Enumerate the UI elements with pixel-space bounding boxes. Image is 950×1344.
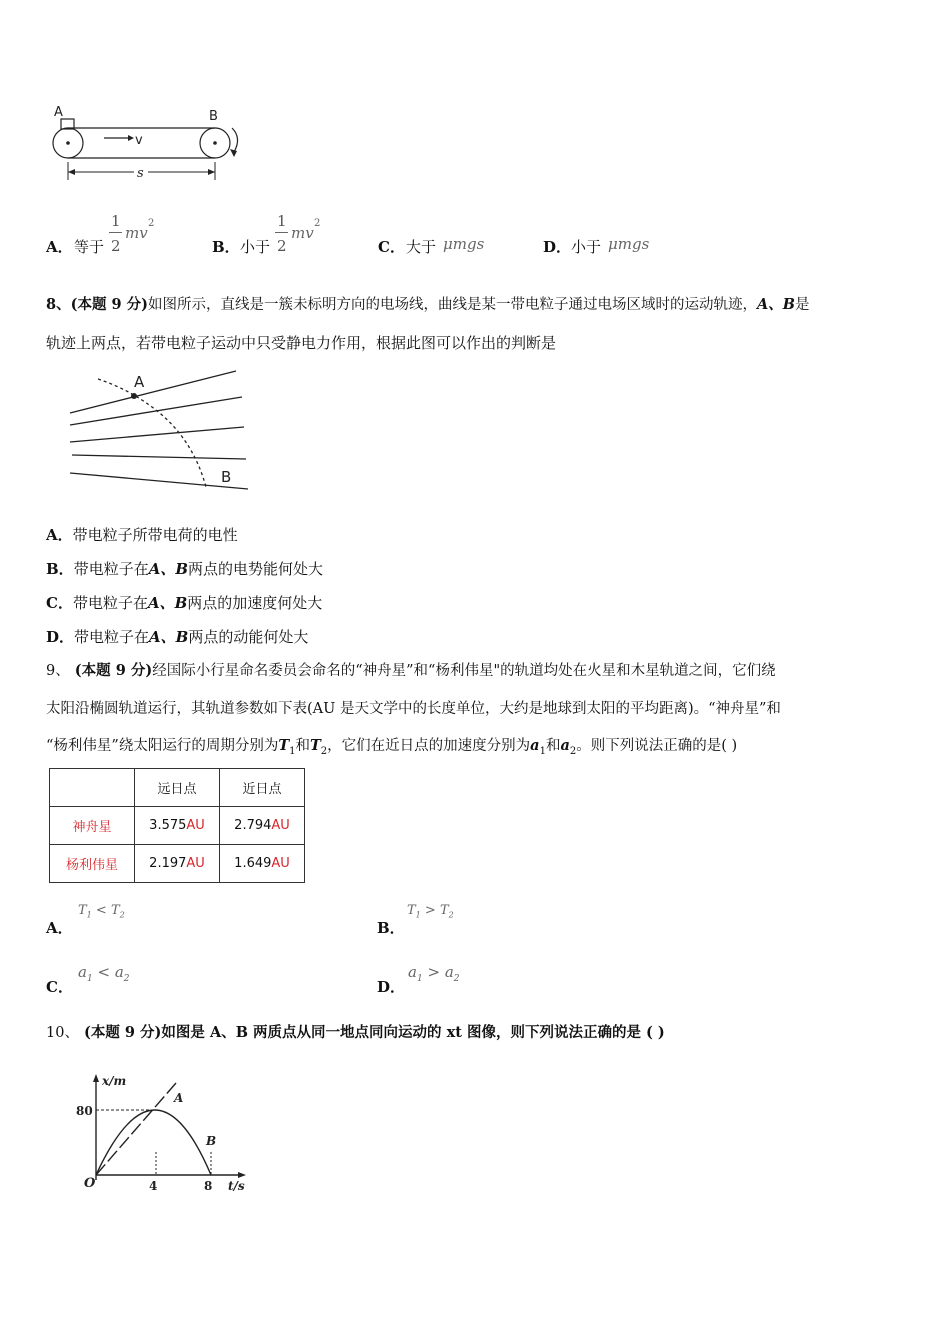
- option-text: 带电粒子在: [73, 560, 149, 578]
- xt-graph-figure: [74, 1070, 254, 1195]
- label-a: A: [134, 373, 145, 391]
- option-expr: mv: [291, 224, 314, 242]
- particle-trajectory: [98, 379, 206, 487]
- option-expr: $T_1 < T_2$: [78, 903, 125, 920]
- option-ab: A、B: [148, 560, 189, 578]
- table-header-cell: [50, 769, 135, 807]
- option-ab: A、B: [149, 628, 189, 646]
- q10-number: 10、: [46, 1025, 79, 1041]
- table-row: [50, 807, 305, 845]
- q8-option-c[interactable]: [46, 593, 322, 613]
- q10-score: (本题 9 分): [78, 1024, 162, 1041]
- option-text-end: 两点的动能何处大: [188, 628, 309, 646]
- var-t2: T: [310, 737, 321, 754]
- q8-number: 8、: [46, 296, 71, 313]
- conveyor-belt-figure: [44, 100, 254, 190]
- fraction-bar: [275, 232, 288, 233]
- fraction-bar: [109, 232, 122, 233]
- fraction-numerator: 1: [111, 212, 121, 230]
- q8-stem-line2: 轨迹上两点，若带电粒子运动中只受静电力作用，根据此图可以作出的判断是: [46, 334, 557, 352]
- var-a2-sub: 2: [569, 745, 577, 757]
- curve-b: [96, 1110, 211, 1175]
- option-text: 带电粒子在: [74, 628, 150, 646]
- option-text: 小于: [240, 238, 271, 256]
- q9-stem-line1: [46, 661, 776, 681]
- fraction-denominator: 2: [277, 237, 287, 255]
- x-tick-label: 8: [204, 1179, 213, 1193]
- option-letter: A．: [46, 919, 73, 937]
- point-a: [131, 393, 137, 399]
- var-a1-sub: 1: [539, 745, 546, 757]
- table-header-row: [50, 769, 305, 807]
- option-letter: A．: [46, 238, 73, 256]
- label-s: s: [137, 166, 144, 181]
- q8-option-b[interactable]: [46, 559, 323, 579]
- option-expr: $T_1 > T_2$: [407, 903, 454, 920]
- option-text-end: 两点的加速度何处大: [187, 594, 323, 612]
- table-cell-name: 神舟星: [50, 807, 135, 845]
- q9-stem-mid: ，它们在近日点的加速度分别为: [327, 738, 531, 754]
- q9-stem-line3: [46, 736, 737, 762]
- electric-field-figure: [64, 365, 254, 495]
- x-axis-label: t/s: [228, 1179, 245, 1193]
- option-letter: B．: [377, 919, 405, 937]
- and-word: 和: [545, 738, 561, 754]
- x-tick-label: 4: [149, 1179, 158, 1193]
- option-expr-sup: 2: [314, 218, 321, 229]
- table-cell-far: 3.575AU: [135, 807, 220, 845]
- origin-label: O: [84, 1176, 96, 1191]
- option-text: 等于: [74, 238, 105, 256]
- option-text: 带电粒子所带电荷的电性: [72, 526, 238, 544]
- table-cell-near: 2.794AU: [220, 807, 305, 845]
- option-letter: B．: [212, 238, 240, 256]
- table-cell-near: 1.649AU: [220, 845, 305, 883]
- option-expr: μmgs: [443, 235, 485, 253]
- and-word: 和: [295, 738, 310, 754]
- var-t1: T: [278, 737, 290, 754]
- option-letter: C．: [46, 978, 73, 996]
- field-line: [70, 371, 236, 413]
- fraction-numerator: 1: [277, 212, 287, 230]
- q8-option-d[interactable]: [46, 627, 308, 647]
- option-expr: $a_1 < a_2$: [78, 963, 130, 984]
- option-expr: mv: [125, 224, 148, 242]
- label-b: B: [209, 109, 218, 124]
- option-text: 带电粒子在: [72, 594, 148, 612]
- fraction-denominator: 2: [111, 237, 121, 255]
- option-text: 小于: [571, 238, 602, 256]
- option-expr: $a_1 > a_2$: [408, 963, 460, 984]
- field-line: [72, 455, 246, 459]
- label-a: A: [54, 105, 63, 120]
- option-text-end: 两点的电势能何处大: [188, 560, 324, 578]
- option-letter: B．: [46, 560, 74, 578]
- line-a-label: A: [174, 1091, 184, 1105]
- option-letter: C．: [378, 238, 405, 256]
- var-a1: a: [530, 737, 540, 754]
- q10-stem: [46, 1023, 665, 1043]
- table-cell-name: 杨利伟星: [50, 845, 135, 883]
- var-t1-sub: 1: [289, 745, 296, 757]
- curve-b-label: B: [206, 1134, 217, 1148]
- q8-stem-ab: A、B: [757, 296, 796, 313]
- q8-option-a[interactable]: [46, 525, 238, 545]
- table-row: [50, 845, 305, 883]
- option-letter: A．: [46, 526, 73, 544]
- option-ab: A、B: [147, 594, 188, 612]
- option-letter: D．: [377, 978, 406, 996]
- orbit-table: [49, 768, 305, 883]
- q8-stem-text: 如图所示，直线是一簇未标明方向的电场线，曲线是某一带电粒子通过电场区域时的运动轨迹，: [148, 297, 757, 313]
- q9-score: (本题 9 分): [69, 662, 153, 679]
- q8-stem-line1: [46, 295, 810, 315]
- q9-stem-text: 经国际小行星命名委员会命名的“神舟星”和“杨利伟星"的轨道均处在火星和木星轨道之间，它们绕: [152, 663, 776, 679]
- option-letter: D．: [543, 238, 572, 256]
- field-line: [70, 427, 244, 442]
- q9-stem-line2: 太阳沿椭圆轨道运行，其轨道参数如下表(AU 是天文学中的长度单位，大约是地球到太阳的平均距离)。“神舟星”和: [46, 701, 781, 717]
- q9-number: 9、: [46, 663, 70, 679]
- q8-stem-end: 是: [795, 297, 810, 313]
- label-b: B: [221, 468, 232, 486]
- q8-score: (本题 9 分): [70, 296, 148, 313]
- option-expr: μmgs: [608, 235, 650, 253]
- var-t2-sub: 2: [320, 745, 328, 757]
- field-line: [70, 397, 242, 425]
- q9-stem-text: “杨利伟星”绕太阳运行的周期分别为: [46, 738, 279, 754]
- table-header-cell: 远日点: [135, 769, 220, 807]
- option-letter: D．: [46, 628, 75, 646]
- q10-stem-text: 如图是 A、B 两质点从同一地点同向运动的 xt 图像，则下列说法正确的是 ( ): [161, 1024, 665, 1041]
- option-letter: C．: [46, 594, 73, 612]
- line-a: [96, 1083, 176, 1175]
- table-cell-far: 2.197AU: [135, 845, 220, 883]
- y-tick-label: 80: [76, 1104, 93, 1118]
- option-text: 大于: [406, 238, 437, 256]
- table-header-cell: 近日点: [220, 769, 305, 807]
- option-expr-sup: 2: [148, 218, 155, 229]
- q9-stem-end: 。则下列说法正确的是( ): [576, 738, 738, 754]
- label-v: v: [135, 133, 143, 148]
- rotation-arrow: [232, 128, 238, 152]
- var-a2: a: [560, 737, 570, 754]
- y-axis-label: x/m: [102, 1074, 127, 1088]
